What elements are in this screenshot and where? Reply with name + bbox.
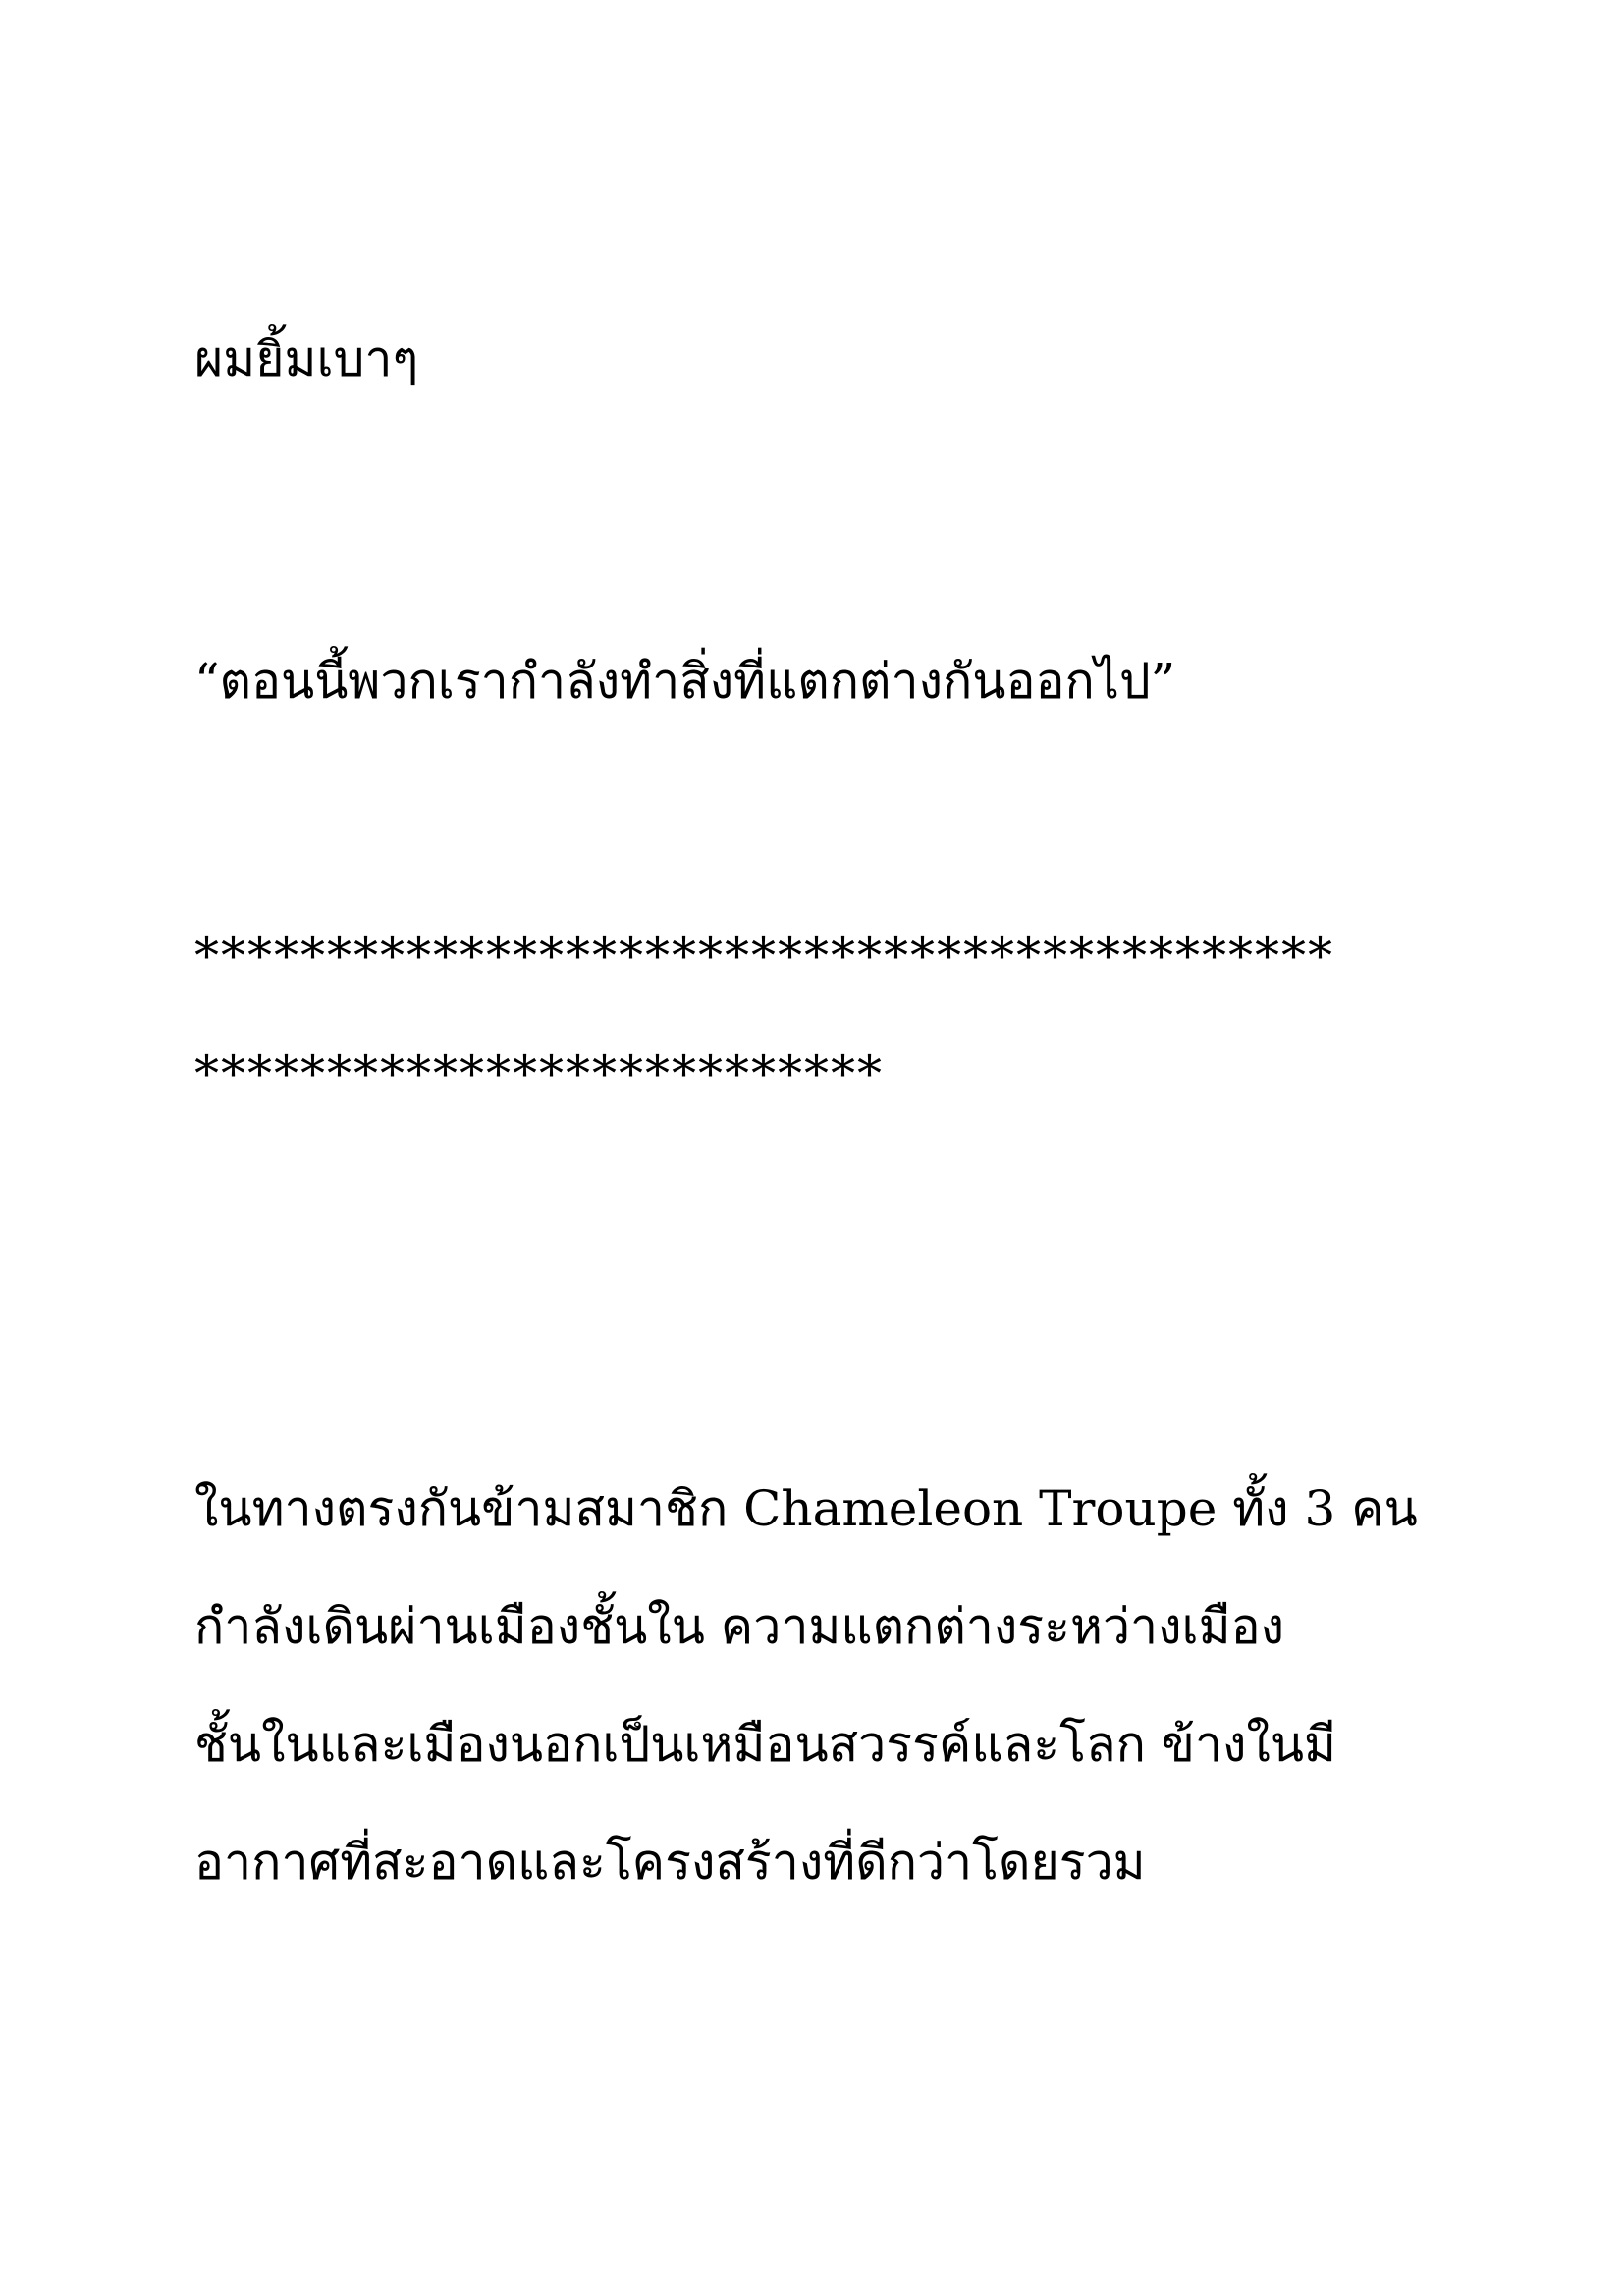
paragraph-line-4: อากาศที่สะอาดและโครงสร้างที่ดีกว่าโดยรวม (194, 1834, 1146, 1891)
paragraph-line-3: ชั้นในและเมืองนอกเป็นเหมือนสวรรค์และโลก ข้างในมี (194, 1716, 1336, 1773)
text-line-smile: ผมยิ้มเบาๆ (194, 331, 419, 388)
text-line-dialogue: “ตอนนี้พวกเรากำลังทำสิ่งที่แตกต่างกันออกไป” (194, 653, 1176, 710)
paragraph-line-2: กำลังเดินผ่านเมืองชั้นใน ความแตกต่างระหว่างเมือง (194, 1598, 1285, 1655)
separator-line-1: ******************************************* (194, 928, 1334, 985)
paragraph-line-1: ในทางตรงกันข้ามสมาชิก Chameleon Troupe ทั้ง 3 คน (194, 1480, 1418, 1537)
separator-line-2: ************************** (194, 1045, 884, 1102)
